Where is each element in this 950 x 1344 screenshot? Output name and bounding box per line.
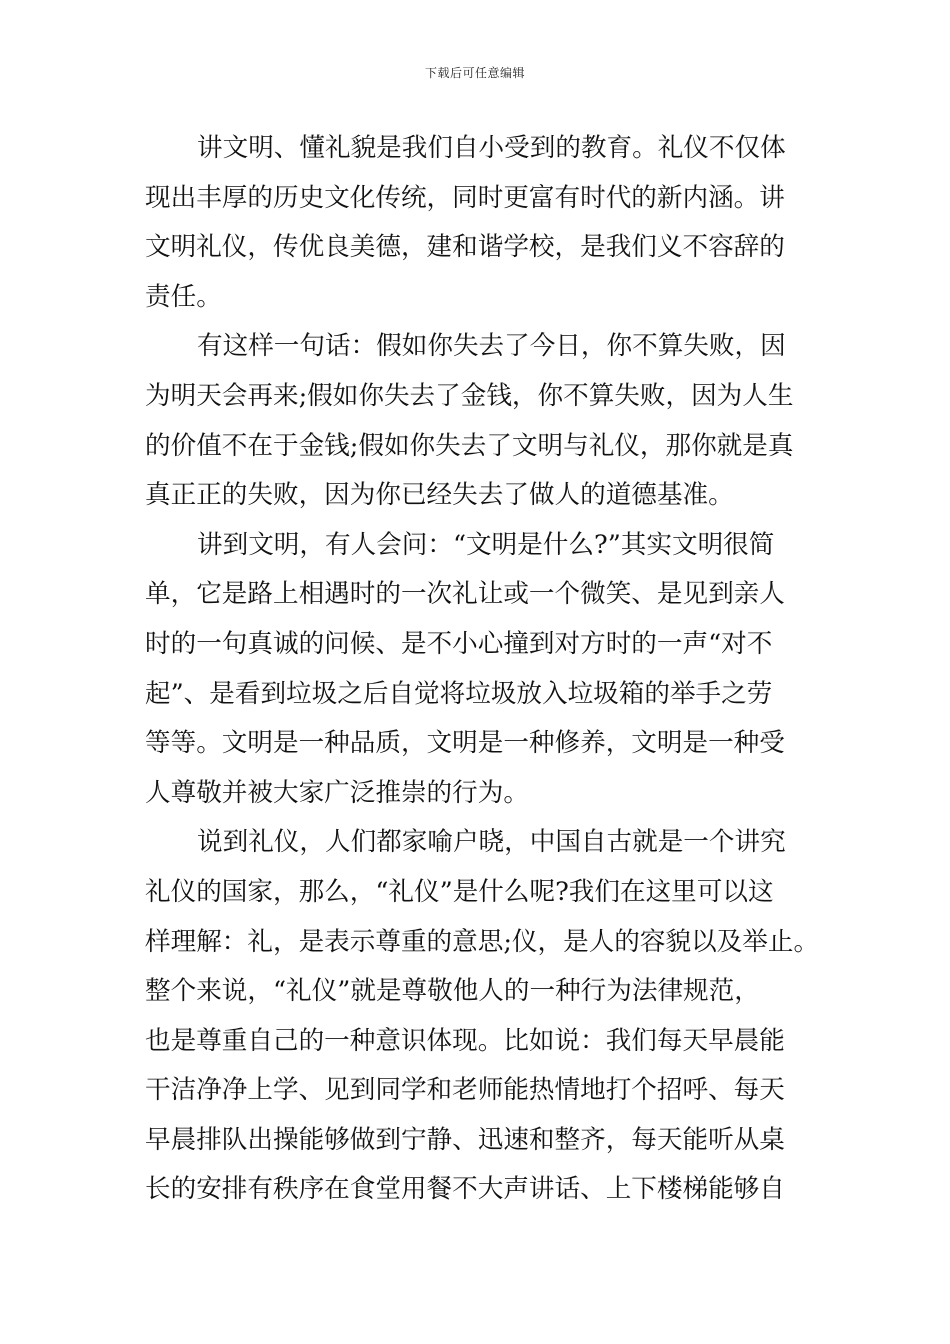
text-line: 真正正的失败，因为你已经失去了做人的道德基准。 — [145, 480, 734, 511]
text-line: 时的一句真诚的问候、是不小心撞到对方时的一声“对不 — [145, 628, 773, 659]
text-line: 等等。文明是一种品质，文明是一种修养，文明是一种受 — [145, 728, 785, 759]
text-line: 干洁净净上学、见到同学和老师能热情地打个招呼、每天 — [145, 1075, 785, 1106]
text-line: 礼仪的国家，那么，“礼仪”是什么呢?我们在这里可以这 — [145, 876, 774, 907]
text-line: 长的安排有秩序在食堂用餐不大声讲话、上下楼梯能够自 — [145, 1174, 785, 1205]
text-line: 整个来说，“礼仪”就是尊敬他人的一种行为法律规范， — [145, 976, 760, 1007]
text-line: 讲到文明，有人会问：“文明是什么?”其实文明很简 — [197, 529, 775, 560]
text-line: 文明礼仪，传优良美德，建和谐学校，是我们义不容辞的 — [145, 232, 785, 263]
document-body — [145, 124, 820, 1215]
text-line: 现出丰厚的历史文化传统，同时更富有时代的新内涵。讲 — [145, 182, 785, 213]
text-line: 的价值不在于金钱;假如你失去了文明与礼仪，那你就是真 — [145, 430, 794, 461]
text-line: 有这样一句话：假如你失去了今日，你不算失败，因 — [197, 331, 786, 362]
text-line: 人尊敬并被大家广泛推崇的行为。 — [145, 777, 529, 808]
text-line: 早晨排队出操能够做到宁静、迅速和整齐，每天能听从桌 — [145, 1124, 785, 1155]
text-line: 也是尊重自己的一种意识体现。比如说：我们每天早晨能 — [145, 1025, 785, 1056]
text-line: 说到礼仪，人们都家喻户晓，中国自古就是一个讲究 — [197, 827, 786, 858]
text-line: 讲文明、懂礼貌是我们自小受到的教育。礼仪不仅体 — [197, 133, 786, 163]
text-line: 起”、是看到垃圾之后自觉将垃圾放入垃圾箱的举手之劳 — [145, 678, 773, 709]
text-line: 责任。 — [145, 281, 222, 312]
header-note: 下载后可任意编辑 — [424, 66, 525, 80]
text-line: 单，它是路上相遇时的一次礼让或一个微笑、是见到亲人 — [145, 579, 785, 610]
text-line: 样理解：礼，是表示尊重的意思;仪，是人的容貌以及举止。 — [145, 926, 820, 957]
text-line: 为明天会再来;假如你失去了金钱，你不算失败，因为人生 — [145, 380, 794, 411]
